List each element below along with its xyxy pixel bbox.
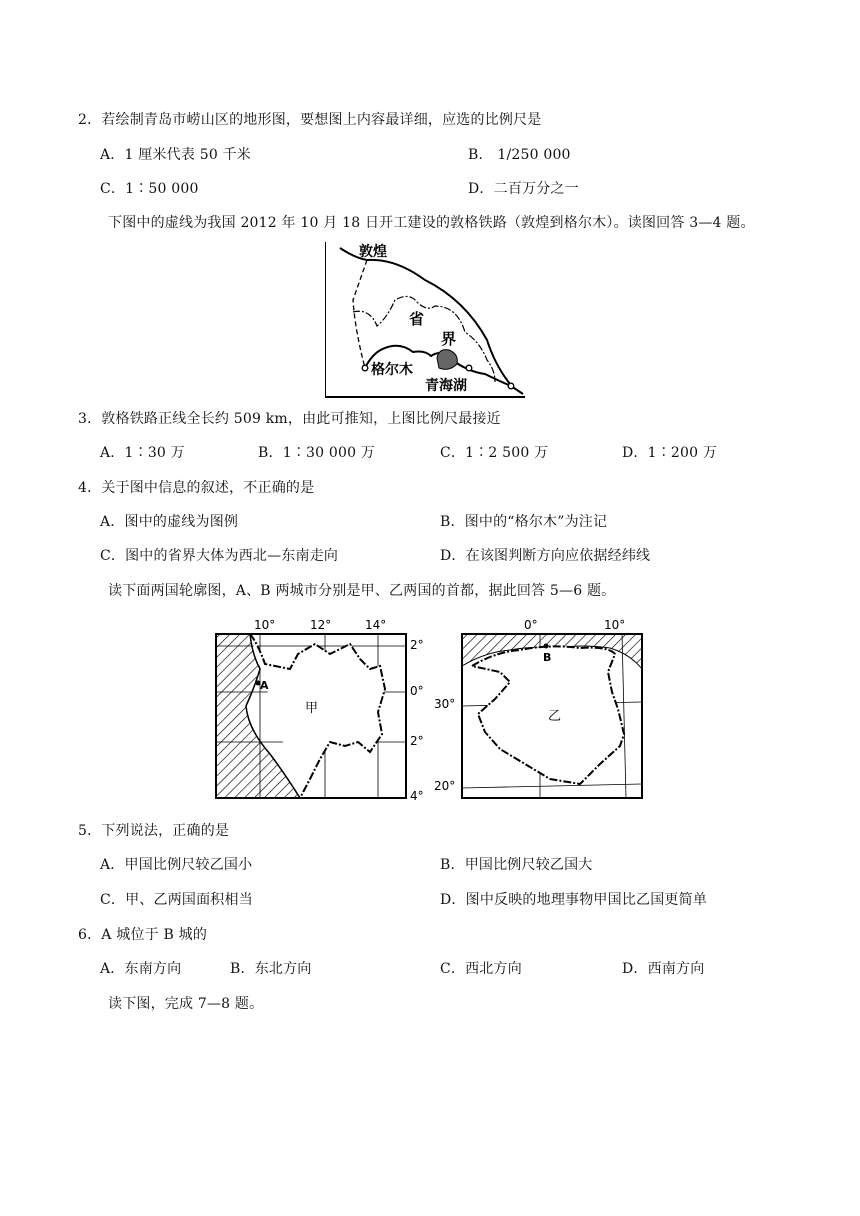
q5-option-a: A．甲国比例尺较乙国小 bbox=[100, 857, 253, 873]
q6-option-a: A．东南方向 bbox=[100, 961, 182, 977]
q2-option-d: D．二百万分之一 bbox=[468, 181, 579, 197]
q2-option-a: A．1 厘米代表 50 千米 bbox=[100, 147, 251, 163]
label-jie: 界 bbox=[441, 330, 457, 348]
q5-option-b: B．甲国比例尺较乙国大 bbox=[440, 857, 593, 873]
q3-option-c: C．1∶2 500 万 bbox=[440, 445, 549, 461]
q6-stem: 6．A 城位于 B 城的 bbox=[78, 927, 208, 943]
label-lon-0: 0° bbox=[524, 618, 538, 632]
railway-map bbox=[325, 240, 525, 398]
q6-option-d: D．西南方向 bbox=[622, 961, 705, 977]
map-jia bbox=[216, 618, 424, 803]
label-geermu: 格尔木 bbox=[371, 362, 413, 378]
q5-option-d: D．图中反映的地理事物甲国比乙国更简单 bbox=[440, 892, 708, 908]
label-qinghaihu: 青海湖 bbox=[425, 378, 467, 394]
label-lon-10b: 10° bbox=[604, 618, 626, 632]
label-lat-4: 4° bbox=[410, 789, 424, 803]
label-lat-30: 30° bbox=[434, 697, 456, 711]
label-country-yi: 乙 bbox=[548, 709, 562, 724]
region-boundary bbox=[340, 248, 510, 384]
label-lon-14: 14° bbox=[365, 618, 387, 632]
intro-5-6: 读下面两国轮廓图，A、B 两城市分别是甲、乙两国的首都，据此回答 5—6 题。 bbox=[108, 583, 616, 599]
label-dunhuang: 敦煌 bbox=[359, 244, 387, 260]
intro-7-8: 读下图，完成 7—8 题。 bbox=[108, 996, 264, 1012]
label-lon-10: 10° bbox=[254, 618, 276, 632]
qinghai-lake bbox=[437, 350, 457, 370]
geermu-town bbox=[362, 365, 368, 371]
q5-option-c: C．甲、乙两国面积相当 bbox=[100, 892, 253, 908]
label-lat-2n: 2° bbox=[410, 638, 424, 652]
xining-town bbox=[508, 383, 514, 389]
label-country-jia: 甲 bbox=[305, 701, 319, 716]
q3-option-a: A．1∶30 万 bbox=[100, 445, 185, 461]
label-lat-2s: 2° bbox=[410, 734, 424, 748]
q6-option-b: B．东北方向 bbox=[230, 961, 312, 977]
q4-option-b: B．图中的“格尔木”为注记 bbox=[440, 514, 608, 530]
q3-option-b: B．1∶30 000 万 bbox=[258, 445, 376, 461]
label-lat-20: 20° bbox=[434, 779, 456, 793]
country-outline-maps bbox=[210, 614, 660, 804]
city-b-marker bbox=[544, 644, 549, 649]
railway-dashed-line bbox=[353, 260, 367, 368]
label-sheng: 省 bbox=[409, 310, 425, 328]
q2-stem: 2．若绘制青岛市崂山区的地形图，要想图上内容最详细，应选的比例尺是 bbox=[78, 112, 542, 128]
q4-option-d: D．在该图判断方向应依据经纬线 bbox=[440, 548, 651, 564]
q4-option-a: A．图中的虚线为图例 bbox=[100, 514, 239, 530]
q2-option-c: C．1∶50 000 bbox=[100, 181, 199, 197]
q4-stem: 4．关于图中信息的叙述，不正确的是 bbox=[78, 480, 315, 496]
intro-3-4: 下图中的虚线为我国 2012 年 10 月 18 日开工建设的敦格铁路（敦煌到格尔木）。读图回答 3—4 题。 bbox=[108, 215, 755, 231]
label-lon-12: 12° bbox=[310, 618, 332, 632]
label-city-a: A bbox=[260, 679, 269, 692]
q3-option-d: D．1∶200 万 bbox=[622, 445, 718, 461]
qinghaihu-town bbox=[466, 365, 472, 371]
label-city-b: B bbox=[543, 651, 552, 664]
q4-option-c: C．图中的省界大体为西北—东南走向 bbox=[100, 548, 339, 564]
q6-option-c: C．西北方向 bbox=[440, 961, 522, 977]
label-lat-0: 0° bbox=[410, 684, 424, 698]
q3-stem: 3．敦格铁路正线全长约 509 km，由此可推知，上图比例尺最接近 bbox=[78, 411, 501, 427]
map-yi bbox=[434, 618, 642, 798]
q5-stem: 5．下列说法，正确的是 bbox=[78, 823, 230, 839]
q2-option-b: B． 1/250 000 bbox=[468, 147, 571, 163]
